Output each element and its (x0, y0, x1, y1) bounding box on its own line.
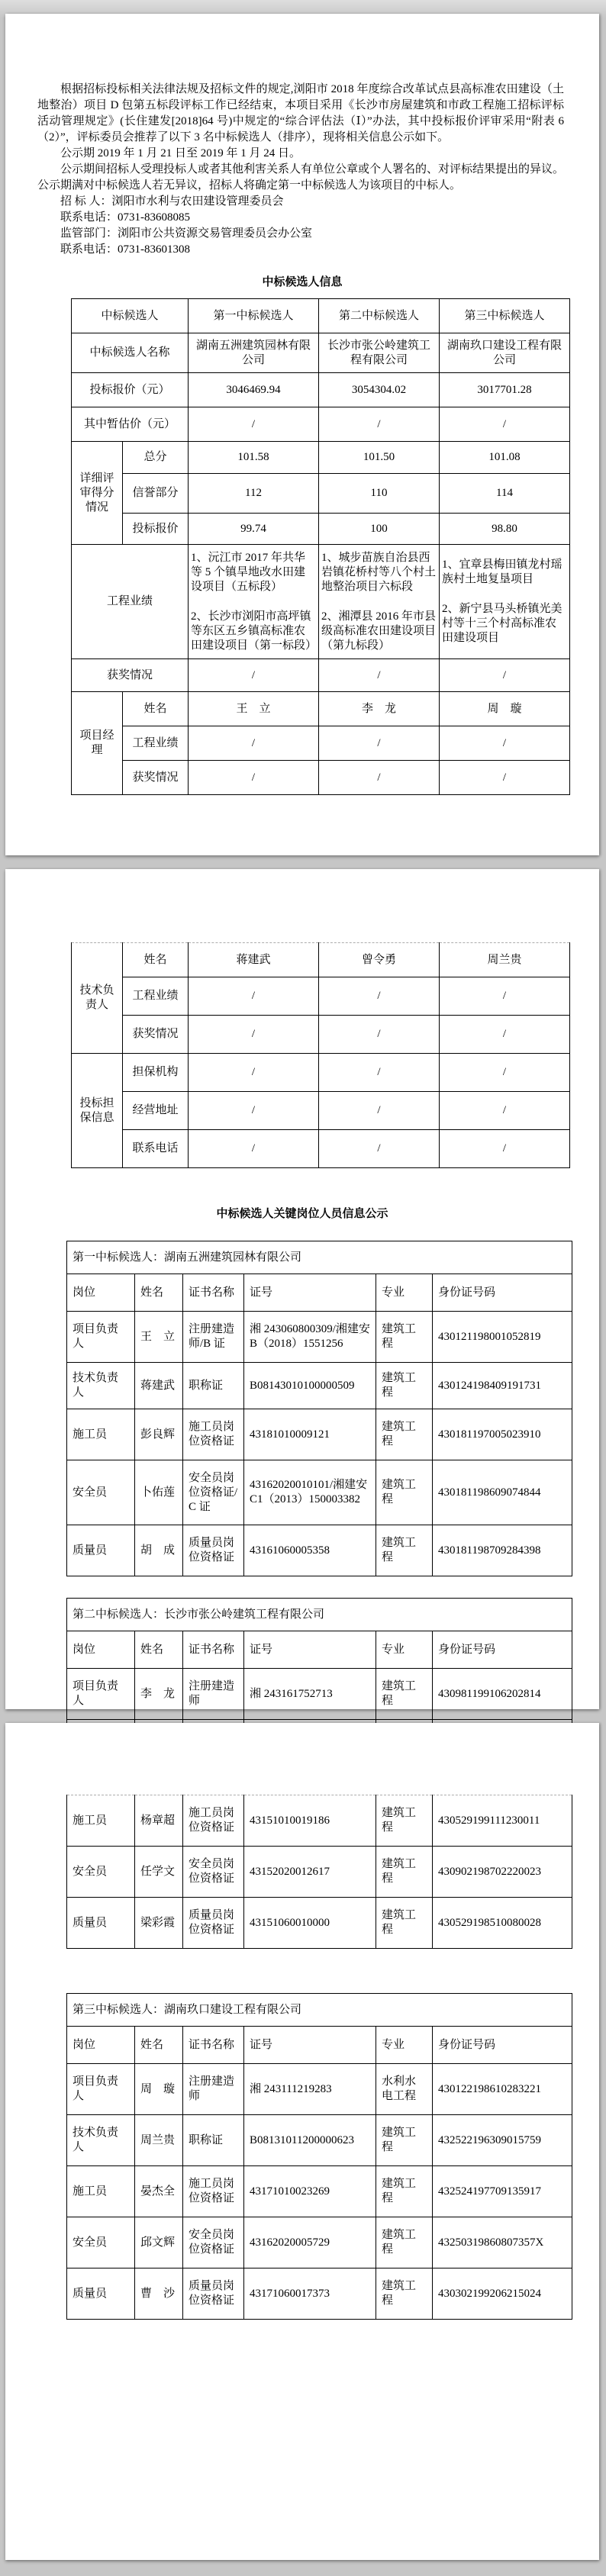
table-cell: / (319, 1092, 440, 1130)
row-label: 姓名 (123, 692, 189, 726)
table-row (72, 1054, 570, 1092)
table-cell: 43152020012617 (244, 1847, 376, 1898)
table-cell: / (189, 1016, 319, 1054)
table-cell (440, 545, 570, 659)
table-cell: 湖南玖口建设工程有限公司 (440, 333, 570, 373)
table-cell: 技术负责人 (67, 1363, 135, 1409)
column-header: 姓名 (135, 1274, 183, 1312)
table-cell: 职称证 (183, 1363, 244, 1409)
table-cell: 项目负责人 (67, 1669, 135, 1720)
column-header: 证号 (244, 1631, 376, 1669)
intro-paragraph-1: 根据招标投标相关法律法规及招标文件的规定,浏阳市 2018 年度综合改革试点县高标准农田建设（土地整治）项目 D 包第五标段评标工作已经结束，本项目采用《长沙市房屋建筑和市政工程施工招标评标活动管理规定》(长住建发[2018]64 号)中规定的“综合评估法（Ⅰ）”办法，其中投标报价评审采用“附表 6（2）”，评标委员会推荐了以下 3 名中标候选人（排序），现将相关信息公示如下。 (37, 83, 564, 143)
table-row (72, 692, 570, 726)
table-cell: / (440, 761, 570, 795)
table-cell: 注册建造师/B 证 (183, 1312, 244, 1363)
row-label: 其中暂估价（元） (72, 407, 189, 442)
table-row (67, 1847, 572, 1898)
table-row (67, 1631, 572, 1669)
column-header: 岗位 (67, 2027, 135, 2064)
table-cell: 建筑工程 (376, 1795, 433, 1847)
table-cell: / (440, 1054, 570, 1092)
table-row (67, 2064, 572, 2115)
performance-item: 1、城步苗族自治县西岩镇花桥村等八个村土地整治项目六标段 (321, 551, 437, 593)
table-cell: 安全员岗位资格证 (183, 2217, 244, 2268)
row-label: 总分 (123, 442, 189, 474)
table-cell: 101.58 (189, 442, 319, 474)
table-cell: / (189, 1054, 319, 1092)
table-cell: 建筑工程 (376, 2217, 433, 2268)
table-cell: 建筑工程 (376, 1847, 433, 1898)
table-cell: 430122198610283221 (433, 2064, 572, 2115)
column-header: 证号 (244, 1274, 376, 1312)
table-cell: 建筑工程 (376, 1460, 433, 1525)
table-cell: / (189, 726, 319, 761)
table-row (67, 1525, 572, 1576)
performance-item: 2、湘潭县 2016 年市县级高标准农田建设项目（第九标段） (321, 610, 437, 652)
table-cell: 建筑工程 (376, 1898, 433, 1949)
table-cell: 王 立 (135, 1312, 183, 1363)
table-cell: 建筑工程 (376, 1409, 433, 1460)
table-cell: / (319, 407, 440, 442)
table-cell: / (319, 1130, 440, 1168)
table-row (72, 442, 570, 474)
table-cell: 项目负责人 (67, 1312, 135, 1363)
table-cell: 安全员 (67, 2217, 135, 2268)
table-cell: 43151010019186 (244, 1795, 376, 1847)
company3-personnel-table (66, 1993, 572, 2320)
column-header: 证号 (244, 2027, 376, 2064)
tenderer-phone-line: 联系电话：0731-83608085 (60, 211, 190, 224)
table-cell: 邱文辉 (135, 2217, 183, 2268)
table-cell: 3054304.02 (319, 373, 440, 407)
column-header: 姓名 (135, 2027, 183, 2064)
table-cell: 43162020010101/湘建安 C1（2013）150003382 (244, 1460, 376, 1525)
table-row (67, 1795, 572, 1847)
table-cell: 建筑工程 (376, 1525, 433, 1576)
table-cell: 曹 沙 (135, 2268, 183, 2320)
table-cell: 建筑工程 (376, 2115, 433, 2166)
table-cell: 长沙市张公岭建筑工程有限公司 (319, 333, 440, 373)
table-cell: 430302199206215024 (433, 2268, 572, 2320)
table-cell: 114 (440, 474, 570, 514)
table-cell: 蒋建武 (135, 1363, 183, 1409)
table-cell: 施工员 (67, 1409, 135, 1460)
table-cell: 施工员 (67, 1795, 135, 1847)
table-cell: 胡 成 (135, 1525, 183, 1576)
table-cell: 杨章超 (135, 1795, 183, 1847)
table-cell: 李 龙 (319, 692, 440, 726)
table-cell: 43161060005358 (244, 1525, 376, 1576)
table-cell: / (189, 1092, 319, 1130)
table-row (67, 2217, 572, 2268)
table-cell: / (440, 1016, 570, 1054)
column-header: 专业 (376, 1631, 433, 1669)
header-cell: 第三中标候选人 (440, 299, 570, 333)
table-cell: 101.50 (319, 442, 440, 474)
table-cell: / (440, 659, 570, 692)
table-row (67, 2268, 572, 2320)
column-header: 专业 (376, 2027, 433, 2064)
table-cell: 43162020005729 (244, 2217, 376, 2268)
header-cell: 中标候选人 (72, 299, 189, 333)
company2-personnel-table-continued (66, 1795, 572, 1949)
column-header: 岗位 (67, 1631, 135, 1669)
table-cell: 湘 243060800309/湘建安 B（2018）1551256 (244, 1312, 376, 1363)
table-cell: 110 (319, 474, 440, 514)
table-row (72, 761, 570, 795)
table-row (67, 1599, 572, 1631)
table-cell: 王 立 (189, 692, 319, 726)
company1-personnel-table (66, 1241, 572, 1576)
table-row (67, 2166, 572, 2217)
column-header: 证书名称 (183, 2027, 244, 2064)
table-cell: 周 璇 (440, 692, 570, 726)
table-cell: 施工员 (67, 2166, 135, 2217)
table-cell: 蒋建武 (189, 943, 319, 977)
table-cell: 曾令勇 (319, 943, 440, 977)
table-cell: 3017701.28 (440, 373, 570, 407)
column-header: 身份证号码 (433, 1274, 572, 1312)
table-cell: 430529198510080028 (433, 1898, 572, 1949)
table-cell: B08143010100000509 (244, 1363, 376, 1409)
column-header: 姓名 (135, 1631, 183, 1669)
table-cell: 湖南五洲建筑园林有限公司 (189, 333, 319, 373)
company-caption: 第一中标候选人：湖南五洲建筑园林有限公司 (67, 1241, 572, 1274)
row-label: 工程业绩 (123, 726, 189, 761)
row-label: 投标报价（元） (72, 373, 189, 407)
table-cell: 建筑工程 (376, 2268, 433, 2320)
row-label: 担保机构 (123, 1054, 189, 1092)
column-header: 证书名称 (183, 1274, 244, 1312)
table-cell: 430124198409191731 (433, 1363, 572, 1409)
column-header: 专业 (376, 1274, 433, 1312)
table-cell: / (440, 407, 570, 442)
row-label: 获奖情况 (123, 1016, 189, 1054)
header-cell: 第二中标候选人 (319, 299, 440, 333)
performance-item: 2、新宁县马头桥镇光美村等十三个村高标准农田建设项目 (442, 603, 562, 644)
company-caption: 第三中标候选人：湖南玖口建设工程有限公司 (67, 1994, 572, 2027)
table-cell: 职称证 (183, 2115, 244, 2166)
company-caption: 第二中标候选人：长沙市张公岭建筑工程有限公司 (67, 1599, 572, 1631)
table-cell: / (440, 977, 570, 1016)
table-row (72, 514, 570, 545)
table-cell: 43151060010000 (244, 1898, 376, 1949)
header-cell: 第一中标候选人 (189, 299, 319, 333)
table-cell: 安全员 (67, 1460, 135, 1525)
table-cell: 质量员岗位资格证 (183, 1898, 244, 1949)
table-cell: 质量员岗位资格证 (183, 1525, 244, 1576)
table-cell: 430529199111230011 (433, 1795, 572, 1847)
table-row (67, 2115, 572, 2166)
column-header: 身份证号码 (433, 1631, 572, 1669)
table-cell: 任学文 (135, 1847, 183, 1898)
tenderer-line: 招 标 人：浏阳市水利与农田建设管理委员会 (60, 195, 284, 208)
table-cell: 周 璇 (135, 2064, 183, 2115)
table-cell: / (189, 407, 319, 442)
table-cell: 卜佑莲 (135, 1460, 183, 1525)
table-cell: 注册建造师 (183, 2064, 244, 2115)
table-row (72, 545, 570, 659)
table-cell: 注册建造师 (183, 1669, 244, 1720)
table-row (72, 1130, 570, 1168)
candidates-table (71, 298, 570, 795)
table-cell: 安全员 (67, 1847, 135, 1898)
row-label: 工程业绩 (123, 977, 189, 1016)
candidates-table-continued (71, 942, 570, 1168)
table-cell: 施工员岗位资格证 (183, 2166, 244, 2217)
table-row (67, 1241, 572, 1274)
table-row (72, 1092, 570, 1130)
table-cell: 李 龙 (135, 1669, 183, 1720)
table-row (67, 1363, 572, 1409)
table-cell: / (319, 726, 440, 761)
page-1 (5, 14, 599, 855)
row-label: 投标报价 (123, 514, 189, 545)
table-cell: 430181198709284398 (433, 1525, 572, 1576)
table-cell: 430181197005023910 (433, 1409, 572, 1460)
table-cell: 432524197709135917 (433, 2166, 572, 2217)
table-row (67, 1460, 572, 1525)
table-row (67, 1409, 572, 1460)
table-cell: 质量员岗位资格证 (183, 2268, 244, 2320)
table-row (72, 726, 570, 761)
table-cell: 建筑工程 (376, 1363, 433, 1409)
table-cell: 梁彩霞 (135, 1898, 183, 1949)
table-cell: / (440, 1092, 570, 1130)
table-cell: / (440, 726, 570, 761)
table-cell: 43171010023269 (244, 2166, 376, 2217)
table-row (72, 943, 570, 977)
table-row (67, 1312, 572, 1363)
row-label: 信誉部分 (123, 474, 189, 514)
table-row (67, 1994, 572, 2027)
supervisor-phone-line: 联系电话：0731-83601308 (60, 243, 190, 256)
table-cell: 水利水电工程 (376, 2064, 433, 2115)
supervisor-line: 监管部门：浏阳市公共资源交易管理委员会办公室 (60, 227, 313, 240)
table-row (67, 1898, 572, 1949)
table-cell: 430181198609074844 (433, 1460, 572, 1525)
performance-item: 2、长沙市浏阳市高坪镇等东区五乡镇高标准农田建设项目（第一标段） (191, 610, 318, 652)
group-label: 技术负责人 (72, 943, 123, 1054)
group-label: 项目经理 (72, 692, 123, 795)
table-cell: / (319, 761, 440, 795)
table-row (72, 407, 570, 442)
table-cell: 43250319860807357X (433, 2217, 572, 2268)
table-cell: / (319, 1054, 440, 1092)
table-cell: 晏杰全 (135, 2166, 183, 2217)
table-cell: 43171060017373 (244, 2268, 376, 2320)
candidates-table-title: 中标候选人信息 (262, 276, 343, 288)
table-cell: 项目负责人 (67, 2064, 135, 2115)
row-label: 联系电话 (123, 1130, 189, 1168)
table-cell: 100 (319, 514, 440, 545)
column-header: 岗位 (67, 1274, 135, 1312)
performance-item: 1、宜章县梅田镇龙村瑶族村土地复垦项目 (442, 559, 562, 585)
table-cell: 湘 243111219283 (244, 2064, 376, 2115)
table-cell: 周兰贵 (440, 943, 570, 977)
table-cell (189, 545, 319, 659)
group-label: 详细评审得分情况 (72, 442, 123, 545)
column-header: 证书名称 (183, 1631, 244, 1669)
table-cell: 99.74 (189, 514, 319, 545)
table-row (67, 1274, 572, 1312)
table-cell: 98.80 (440, 514, 570, 545)
table-row (72, 659, 570, 692)
table-cell: / (189, 977, 319, 1016)
table-cell: 湘 243161752713 (244, 1669, 376, 1720)
row-label: 工程业绩 (72, 545, 189, 659)
table-cell: 建筑工程 (376, 1312, 433, 1363)
table-cell: / (319, 659, 440, 692)
table-cell: / (440, 1130, 570, 1168)
table-cell: 432522196309015759 (433, 2115, 572, 2166)
intro-text (37, 82, 564, 258)
table-cell: / (189, 659, 319, 692)
table-cell: 技术负责人 (67, 2115, 135, 2166)
intro-paragraph-3: 公示期间招标人受理投标人或者其他利害关系人有单位公章或个人署名的、对评标结果提出的异议。公示期满对中标候选人若无异议，招标人将确定第一中标候选人为该项目的中标人。 (37, 163, 565, 192)
table-row (67, 2027, 572, 2064)
column-header: 身份证号码 (433, 2027, 572, 2064)
page-2 (5, 869, 599, 1709)
intro-paragraph-2: 公示期 2019 年 1 月 21 日至 2019 年 1 月 24 日。 (60, 147, 301, 159)
personnel-section-title: 中标候选人关键岗位人员信息公示 (216, 1208, 388, 1220)
table-cell: 建筑工程 (376, 2166, 433, 2217)
table-cell: 112 (189, 474, 319, 514)
row-label: 获奖情况 (123, 761, 189, 795)
table-cell: 101.08 (440, 442, 570, 474)
table-row (72, 1016, 570, 1054)
table-cell: 安全员岗位资格证 (183, 1847, 244, 1898)
table-cell: / (319, 977, 440, 1016)
row-label: 获奖情况 (72, 659, 189, 692)
row-label: 中标候选人名称 (72, 333, 189, 373)
table-cell: 43181010009121 (244, 1409, 376, 1460)
table-cell: 安全员岗位资格证/C 证 (183, 1460, 244, 1525)
table-cell: 质量员 (67, 1898, 135, 1949)
table-row (72, 299, 570, 333)
table-cell: 430981199106202814 (433, 1669, 572, 1720)
table-cell: 3046469.94 (189, 373, 319, 407)
table-cell: 施工员岗位资格证 (183, 1795, 244, 1847)
performance-item: 1、沅江市 2017 年共华等 5 个镇旱地改水田建设项目（五标段） (191, 551, 306, 593)
table-row (67, 1669, 572, 1720)
row-label: 经营地址 (123, 1092, 189, 1130)
table-cell: B08131011200000623 (244, 2115, 376, 2166)
table-row (72, 977, 570, 1016)
table-cell (319, 545, 440, 659)
table-cell: / (189, 761, 319, 795)
table-cell: 周兰贵 (135, 2115, 183, 2166)
table-row (72, 373, 570, 407)
table-row (72, 333, 570, 373)
table-cell: 建筑工程 (376, 1669, 433, 1720)
table-cell: / (189, 1130, 319, 1168)
table-cell: 430902198702220023 (433, 1847, 572, 1898)
table-cell: 施工员岗位资格证 (183, 1409, 244, 1460)
row-label: 姓名 (123, 943, 189, 977)
table-cell: 质量员 (67, 1525, 135, 1576)
table-cell: 质量员 (67, 2268, 135, 2320)
table-cell: 430121198001052819 (433, 1312, 572, 1363)
table-cell: 彭良辉 (135, 1409, 183, 1460)
table-row (72, 474, 570, 514)
page-3 (5, 1723, 599, 2560)
table-cell: / (319, 1016, 440, 1054)
group-label: 投标担保信息 (72, 1054, 123, 1168)
